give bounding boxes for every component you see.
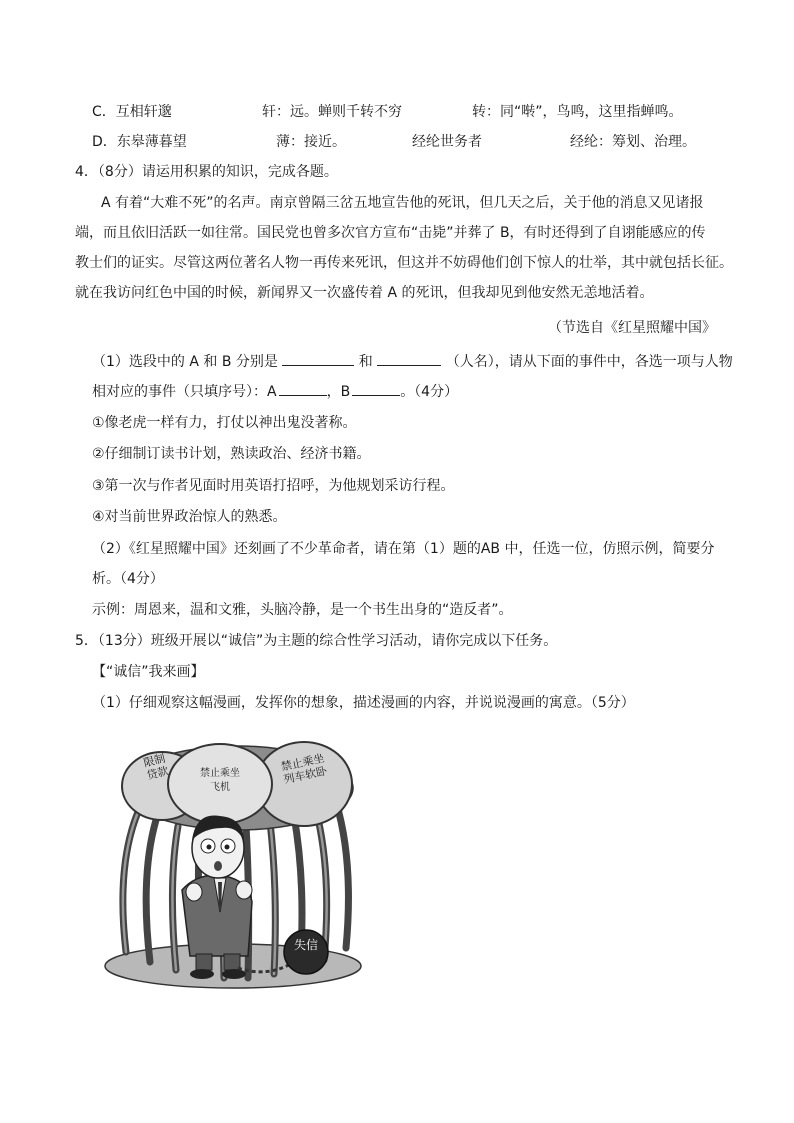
option-d-label: D．东皋薄暮望 xyxy=(92,134,187,150)
q4-sub1-line2: 相对应的事件（只填序号）：A ，B 。（4分） xyxy=(92,381,458,402)
q4-heading: 4．（8分）请运用积累的知识，完成各题。 xyxy=(75,164,338,180)
q4-sub2-line2: 析。（4分） xyxy=(92,571,164,587)
q4-source: （节选自《红星照耀中国》 xyxy=(548,320,716,336)
event-option: ③第一次与作者见面时用英语打招呼，为他规划采访行程。 xyxy=(92,478,455,494)
q4-example: 示例：周恩来，温和文雅，头脑冷静，是一个书生出身的“造反者”。 xyxy=(92,602,513,618)
answer-blank-b-name[interactable] xyxy=(377,351,441,366)
option-c-gloss-1: 轩：远。蝉则千转不穷 xyxy=(262,104,402,120)
credit-cartoon xyxy=(98,716,368,998)
dishonest-person xyxy=(182,816,252,980)
stone-mid-text-1: 禁止乘坐 xyxy=(200,768,240,779)
q5-heading: 5．（13分）班级开展以“诚信”为主题的综合性学习活动，请你完成以下任务。 xyxy=(75,633,558,649)
q5-section-title: 【“诚信”我来画】 xyxy=(92,664,205,680)
option-d-phrase: 经纶世务者 xyxy=(412,134,482,150)
q4-passage-line: 就在我访问红色中国的时候，新闻界又一次盛传着 A 的死讯，但我却见到他安然无恙地活着。 xyxy=(75,285,654,301)
option-d-gloss-2: 经纶：筹划、治理。 xyxy=(570,134,696,150)
option-c-label: C．互相轩邈 xyxy=(92,104,172,120)
q4-passage-line: 教士们的证实。尽管这两位著名人物一再传来死讯，但这并不妨碍他们创下惊人的壮举，其中就包括长征。 xyxy=(75,255,733,271)
ball-text: 失信 xyxy=(294,938,319,952)
q5-sub1: （1）仔细观察这幅漫画，发挥你的想象，描述漫画的内容，并说说漫画的寓意。（5分） xyxy=(92,695,635,711)
option-c-gloss-2: 转：同“啭”，鸟鸣，这里指蝉鸣。 xyxy=(472,104,683,120)
q4-passage-line: 端，而且依旧活跃一如往常。国民党也曾多次官方宣布“击毙”并葬了 B，有时还得到了自诩能感应的传 xyxy=(75,225,706,241)
event-option: ④对当前世界政治惊人的熟悉。 xyxy=(92,509,287,525)
stone-mid-text-2: 飞机 xyxy=(210,782,230,793)
q4-sub1-line1: （1）选段中的 A 和 B 分别是 和 （人名），请从下面的事件中，各选一项与人物 xyxy=(92,351,733,372)
option-d-gloss-1: 薄：接近。 xyxy=(276,134,346,150)
event-option: ①像老虎一样有力，打仗以神出鬼没著称。 xyxy=(92,415,357,431)
stone-right-text: 禁止乘坐列车软卧 xyxy=(279,751,329,787)
q4-sub2-line1: （2）《红星照耀中国》还刻画了不少革命者，请在第（1）题的AB 中，任选一位，仿照示例，简要分 xyxy=(92,541,715,557)
ball-dishonesty xyxy=(284,930,328,974)
cartoon-drawing xyxy=(98,716,368,998)
answer-blank-b-event[interactable] xyxy=(352,381,400,396)
q4-passage-line: A 有着“大难不死”的名声。南京曾隔三岔五地宣告他的死讯，但几天之后，关于他的消息又见诸报 xyxy=(101,195,704,211)
answer-blank-a-name[interactable] xyxy=(282,351,354,366)
stone-left-text: 限制贷款 xyxy=(142,751,170,783)
event-option: ②仔细制订读书计划，熟读政治、经济书籍。 xyxy=(92,446,371,462)
answer-blank-a-event[interactable] xyxy=(279,381,327,396)
